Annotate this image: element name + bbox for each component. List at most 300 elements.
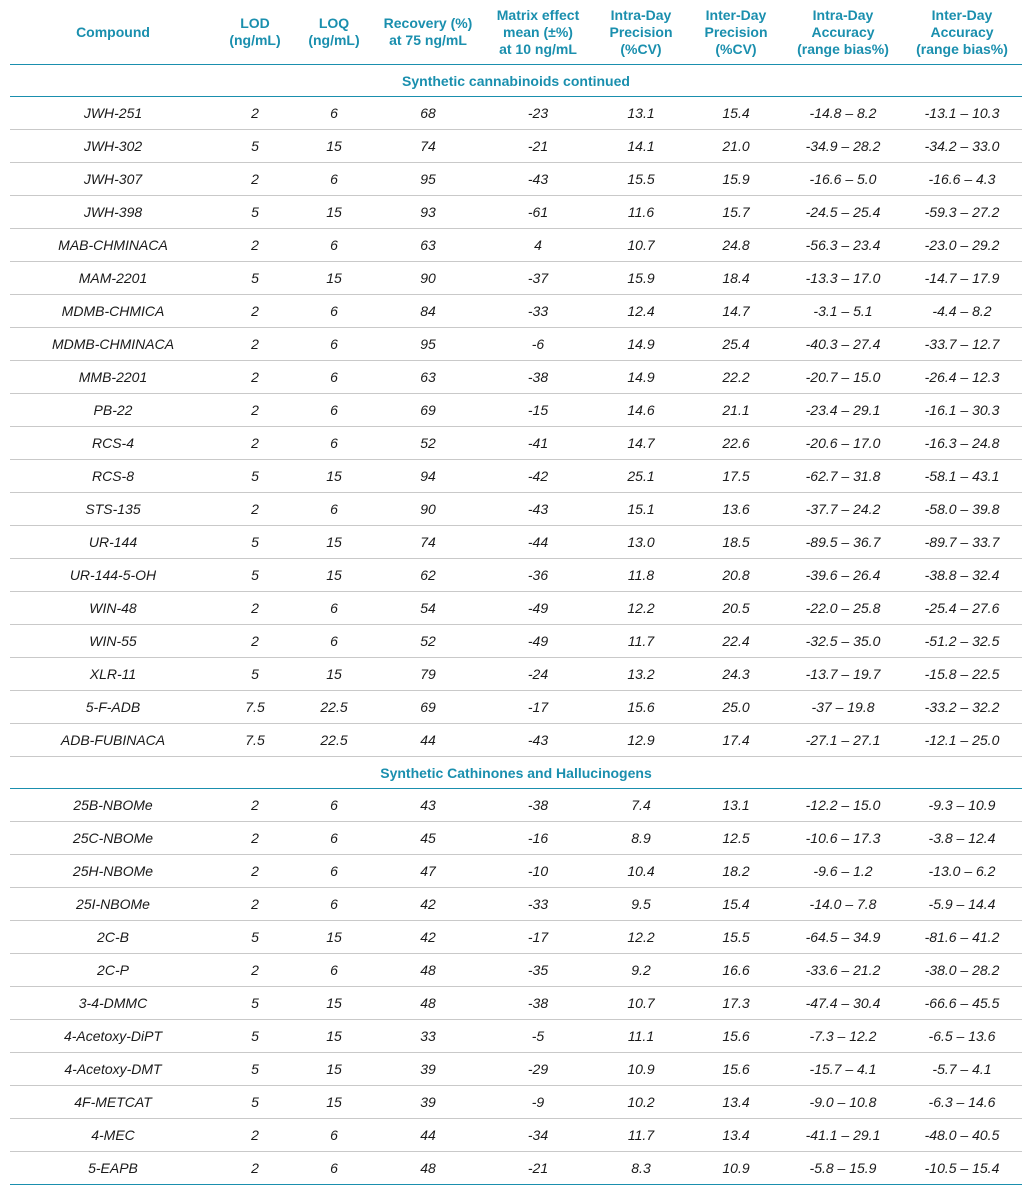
table-row bbox=[10, 460, 1022, 493]
col-matrix-effect-cell: -24 bbox=[482, 658, 594, 691]
col-matrix-effect-cell: -6 bbox=[482, 328, 594, 361]
col-intra-day-accuracy-cell: -5.8 – 15.9 bbox=[784, 1152, 902, 1185]
col-matrix-effect-cell: -21 bbox=[482, 130, 594, 163]
col-intra-day-precision-cell: 10.7 bbox=[594, 987, 688, 1020]
col-inter-day-precision-cell: 15.4 bbox=[688, 888, 784, 921]
table-row bbox=[10, 163, 1022, 196]
col-inter-day-precision-cell: 18.2 bbox=[688, 855, 784, 888]
col-matrix-effect-cell: -17 bbox=[482, 691, 594, 724]
col-matrix-effect-cell: -33 bbox=[482, 295, 594, 328]
col-intra-day-precision-cell: 12.2 bbox=[594, 921, 688, 954]
col-matrix-effect-cell: -41 bbox=[482, 427, 594, 460]
col-intra-day-precision-cell: 12.4 bbox=[594, 295, 688, 328]
col-loq-cell: 6 bbox=[294, 954, 374, 987]
col-inter-day-precision-cell: 15.5 bbox=[688, 921, 784, 954]
col-lod-cell: 2 bbox=[216, 229, 294, 262]
col-matrix-effect-cell: -38 bbox=[482, 361, 594, 394]
col-intra-day-accuracy-cell: -22.0 – 25.8 bbox=[784, 592, 902, 625]
col-intra-day-accuracy-cell: -15.7 – 4.1 bbox=[784, 1053, 902, 1086]
col-compound-cell: JWH-302 bbox=[10, 130, 216, 163]
col-inter-day-accuracy-cell: -16.6 – 4.3 bbox=[902, 163, 1022, 196]
col-intra-day-precision-cell: 11.1 bbox=[594, 1020, 688, 1053]
col-inter-day-accuracy-cell: -12.1 – 25.0 bbox=[902, 724, 1022, 757]
col-inter-day-accuracy-cell: -38.8 – 32.4 bbox=[902, 559, 1022, 592]
col-lod-cell: 5 bbox=[216, 526, 294, 559]
col-inter-day-accuracy-cell: -51.2 – 32.5 bbox=[902, 625, 1022, 658]
col-recovery-cell: 84 bbox=[374, 295, 482, 328]
col-inter-day-precision-cell: 22.4 bbox=[688, 625, 784, 658]
table-row bbox=[10, 921, 1022, 954]
col-loq-cell: 15 bbox=[294, 559, 374, 592]
col-lod-cell: 2 bbox=[216, 394, 294, 427]
col-intra-day-accuracy-cell: -41.1 – 29.1 bbox=[784, 1119, 902, 1152]
col-compound-cell: RCS-4 bbox=[10, 427, 216, 460]
col-inter-day-accuracy-cell: -38.0 – 28.2 bbox=[902, 954, 1022, 987]
col-lod-cell: 2 bbox=[216, 954, 294, 987]
col-inter-day-accuracy-cell: -5.7 – 4.1 bbox=[902, 1053, 1022, 1086]
col-inter-day-precision-cell: 15.4 bbox=[688, 97, 784, 130]
col-matrix-effect-cell: -15 bbox=[482, 394, 594, 427]
col-intra-day-precision-cell: 9.2 bbox=[594, 954, 688, 987]
col-lod-cell: 7.5 bbox=[216, 724, 294, 757]
col-inter-day-accuracy-cell: -16.3 – 24.8 bbox=[902, 427, 1022, 460]
col-recovery-cell: 44 bbox=[374, 724, 482, 757]
col-intra-day-accuracy-cell: -13.7 – 19.7 bbox=[784, 658, 902, 691]
col-compound-cell: WIN-48 bbox=[10, 592, 216, 625]
col-recovery-cell: 47 bbox=[374, 855, 482, 888]
col-matrix-effect-cell: -43 bbox=[482, 163, 594, 196]
col-intra-day-precision-cell: 15.5 bbox=[594, 163, 688, 196]
col-lod-cell: 5 bbox=[216, 196, 294, 229]
col-inter-day-accuracy-cell: -15.8 – 22.5 bbox=[902, 658, 1022, 691]
col-intra-day-accuracy-cell: -20.7 – 15.0 bbox=[784, 361, 902, 394]
col-lod-cell: 2 bbox=[216, 493, 294, 526]
col-matrix-effect-cell: -38 bbox=[482, 789, 594, 822]
col-matrix-effect-cell: -49 bbox=[482, 625, 594, 658]
col-lod-cell: 5 bbox=[216, 130, 294, 163]
col-recovery-cell: 33 bbox=[374, 1020, 482, 1053]
col-compound-cell: 2C-B bbox=[10, 921, 216, 954]
col-inter-day-accuracy-cell: -13.0 – 6.2 bbox=[902, 855, 1022, 888]
col-recovery-cell: 69 bbox=[374, 394, 482, 427]
table-row bbox=[10, 822, 1022, 855]
col-matrix-effect-cell: -43 bbox=[482, 724, 594, 757]
table-row bbox=[10, 559, 1022, 592]
col-lod-cell: 2 bbox=[216, 328, 294, 361]
col-intra-day-precision-cell: 14.6 bbox=[594, 394, 688, 427]
col-intra-day-accuracy-cell: -12.2 – 15.0 bbox=[784, 789, 902, 822]
col-compound-cell: 2C-P bbox=[10, 954, 216, 987]
col-intra-day-accuracy-cell: -13.3 – 17.0 bbox=[784, 262, 902, 295]
col-inter-day-accuracy-cell: -34.2 – 33.0 bbox=[902, 130, 1022, 163]
col-recovery-header bbox=[374, 0, 482, 65]
col-compound-cell: JWH-307 bbox=[10, 163, 216, 196]
col-intra-day-accuracy-cell: -37 – 19.8 bbox=[784, 691, 902, 724]
table-row bbox=[10, 196, 1022, 229]
col-intra-day-accuracy-cell: -33.6 – 21.2 bbox=[784, 954, 902, 987]
col-inter-day-accuracy-header bbox=[902, 0, 1022, 65]
col-intra-day-accuracy-cell: -32.5 – 35.0 bbox=[784, 625, 902, 658]
col-compound-cell: UR-144 bbox=[10, 526, 216, 559]
table-row bbox=[10, 658, 1022, 691]
col-intra-day-accuracy-cell: -64.5 – 34.9 bbox=[784, 921, 902, 954]
section-title: Synthetic Cathinones and Hallucinogens bbox=[10, 757, 1022, 789]
col-recovery-cell: 90 bbox=[374, 493, 482, 526]
col-inter-day-accuracy-cell: -25.4 – 27.6 bbox=[902, 592, 1022, 625]
table-row bbox=[10, 526, 1022, 559]
col-intra-day-precision-cell: 13.1 bbox=[594, 97, 688, 130]
col-lod-cell: 5 bbox=[216, 559, 294, 592]
col-inter-day-precision-cell: 13.4 bbox=[688, 1119, 784, 1152]
col-inter-day-accuracy-cell: -16.1 – 30.3 bbox=[902, 394, 1022, 427]
col-intra-day-accuracy-header bbox=[784, 0, 902, 65]
col-inter-day-precision-cell: 22.6 bbox=[688, 427, 784, 460]
col-intra-day-precision-cell: 9.5 bbox=[594, 888, 688, 921]
table-row bbox=[10, 262, 1022, 295]
col-inter-day-precision-cell: 24.3 bbox=[688, 658, 784, 691]
col-intra-day-accuracy-cell: -40.3 – 27.4 bbox=[784, 328, 902, 361]
col-compound-cell: STS-135 bbox=[10, 493, 216, 526]
col-inter-day-accuracy-cell: -58.1 – 43.1 bbox=[902, 460, 1022, 493]
col-recovery-cell: 74 bbox=[374, 526, 482, 559]
col-intra-day-accuracy-cell: -10.6 – 17.3 bbox=[784, 822, 902, 855]
table-row bbox=[10, 625, 1022, 658]
table-row bbox=[10, 427, 1022, 460]
col-compound-cell: XLR-11 bbox=[10, 658, 216, 691]
col-loq-cell: 6 bbox=[294, 97, 374, 130]
table-header bbox=[10, 0, 1022, 65]
col-loq-cell: 15 bbox=[294, 262, 374, 295]
col-recovery-cell: 63 bbox=[374, 361, 482, 394]
column-header-label: Intra-Day Precision (%CV) bbox=[609, 6, 673, 57]
col-intra-day-precision-cell: 12.9 bbox=[594, 724, 688, 757]
col-recovery-cell: 52 bbox=[374, 625, 482, 658]
col-intra-day-accuracy-cell: -9.6 – 1.2 bbox=[784, 855, 902, 888]
col-loq-cell: 15 bbox=[294, 1053, 374, 1086]
col-lod-cell: 5 bbox=[216, 921, 294, 954]
col-loq-cell: 15 bbox=[294, 460, 374, 493]
col-loq-cell: 6 bbox=[294, 625, 374, 658]
col-loq-cell: 15 bbox=[294, 1086, 374, 1119]
col-compound-cell: UR-144-5-OH bbox=[10, 559, 216, 592]
column-header-label: LOQ (ng/mL) bbox=[308, 15, 360, 48]
col-recovery-cell: 94 bbox=[374, 460, 482, 493]
col-loq-cell: 6 bbox=[294, 822, 374, 855]
col-loq-header bbox=[294, 0, 374, 65]
col-loq-cell: 15 bbox=[294, 921, 374, 954]
col-lod-cell: 2 bbox=[216, 427, 294, 460]
col-inter-day-precision-cell: 13.4 bbox=[688, 1086, 784, 1119]
col-compound-cell: 4-Acetoxy-DMT bbox=[10, 1053, 216, 1086]
col-loq-cell: 6 bbox=[294, 1119, 374, 1152]
col-inter-day-accuracy-cell: -23.0 – 29.2 bbox=[902, 229, 1022, 262]
col-compound-cell: JWH-398 bbox=[10, 196, 216, 229]
col-intra-day-precision-cell: 10.2 bbox=[594, 1086, 688, 1119]
table-row bbox=[10, 789, 1022, 822]
col-loq-cell: 6 bbox=[294, 855, 374, 888]
col-lod-cell: 2 bbox=[216, 822, 294, 855]
col-lod-cell: 2 bbox=[216, 855, 294, 888]
table-row bbox=[10, 1086, 1022, 1119]
col-inter-day-precision-cell: 21.1 bbox=[688, 394, 784, 427]
col-recovery-cell: 93 bbox=[374, 196, 482, 229]
section-title: Synthetic cannabinoids continued bbox=[10, 65, 1022, 97]
col-inter-day-precision-cell: 17.3 bbox=[688, 987, 784, 1020]
col-lod-cell: 2 bbox=[216, 163, 294, 196]
col-intra-day-accuracy-cell: -7.3 – 12.2 bbox=[784, 1020, 902, 1053]
col-recovery-cell: 42 bbox=[374, 888, 482, 921]
col-inter-day-accuracy-cell: -33.7 – 12.7 bbox=[902, 328, 1022, 361]
col-intra-day-precision-cell: 15.9 bbox=[594, 262, 688, 295]
col-inter-day-precision-cell: 14.7 bbox=[688, 295, 784, 328]
col-inter-day-accuracy-cell: -13.1 – 10.3 bbox=[902, 97, 1022, 130]
col-compound-cell: WIN-55 bbox=[10, 625, 216, 658]
col-compound-cell: 4-Acetoxy-DiPT bbox=[10, 1020, 216, 1053]
col-loq-cell: 6 bbox=[294, 888, 374, 921]
col-recovery-cell: 45 bbox=[374, 822, 482, 855]
col-intra-day-precision-cell: 10.4 bbox=[594, 855, 688, 888]
section-header-row bbox=[10, 65, 1022, 97]
table-row bbox=[10, 295, 1022, 328]
col-loq-cell: 6 bbox=[294, 295, 374, 328]
col-lod-cell: 7.5 bbox=[216, 691, 294, 724]
table-row bbox=[10, 691, 1022, 724]
col-inter-day-precision-cell: 25.0 bbox=[688, 691, 784, 724]
col-inter-day-precision-cell: 12.5 bbox=[688, 822, 784, 855]
table-row bbox=[10, 1119, 1022, 1152]
col-intra-day-accuracy-cell: -37.7 – 24.2 bbox=[784, 493, 902, 526]
col-recovery-cell: 62 bbox=[374, 559, 482, 592]
col-intra-day-accuracy-cell: -3.1 – 5.1 bbox=[784, 295, 902, 328]
col-intra-day-precision-cell: 13.0 bbox=[594, 526, 688, 559]
col-inter-day-precision-cell: 17.5 bbox=[688, 460, 784, 493]
col-intra-day-accuracy-cell: -20.6 – 17.0 bbox=[784, 427, 902, 460]
col-intra-day-accuracy-cell: -27.1 – 27.1 bbox=[784, 724, 902, 757]
col-loq-cell: 6 bbox=[294, 394, 374, 427]
col-recovery-cell: 95 bbox=[374, 163, 482, 196]
col-intra-day-precision-cell: 11.7 bbox=[594, 1119, 688, 1152]
col-matrix-effect-cell: -33 bbox=[482, 888, 594, 921]
col-compound-header bbox=[10, 0, 216, 65]
col-compound-cell: 3-4-DMMC bbox=[10, 987, 216, 1020]
col-recovery-cell: 39 bbox=[374, 1053, 482, 1086]
col-lod-cell: 2 bbox=[216, 789, 294, 822]
col-recovery-cell: 95 bbox=[374, 328, 482, 361]
col-compound-cell: MAM-2201 bbox=[10, 262, 216, 295]
col-lod-cell: 2 bbox=[216, 888, 294, 921]
col-recovery-cell: 54 bbox=[374, 592, 482, 625]
col-lod-cell: 2 bbox=[216, 1119, 294, 1152]
col-compound-cell: PB-22 bbox=[10, 394, 216, 427]
column-header-label: Compound bbox=[76, 23, 150, 40]
col-compound-cell: MDMB-CHMINACA bbox=[10, 328, 216, 361]
header-row bbox=[10, 0, 1022, 65]
col-lod-cell: 2 bbox=[216, 97, 294, 130]
col-compound-cell: 4-MEC bbox=[10, 1119, 216, 1152]
col-intra-day-accuracy-cell: -9.0 – 10.8 bbox=[784, 1086, 902, 1119]
col-matrix-effect-header bbox=[482, 0, 594, 65]
col-matrix-effect-cell: -36 bbox=[482, 559, 594, 592]
col-matrix-effect-cell: -42 bbox=[482, 460, 594, 493]
col-lod-cell: 5 bbox=[216, 1086, 294, 1119]
column-header-label: LOD (ng/mL) bbox=[229, 15, 281, 48]
table-row bbox=[10, 855, 1022, 888]
col-matrix-effect-cell: 4 bbox=[482, 229, 594, 262]
col-lod-cell: 5 bbox=[216, 460, 294, 493]
table-row bbox=[10, 888, 1022, 921]
col-recovery-cell: 52 bbox=[374, 427, 482, 460]
table-body bbox=[10, 65, 1022, 1185]
col-inter-day-precision-cell: 15.6 bbox=[688, 1020, 784, 1053]
col-loq-cell: 22.5 bbox=[294, 691, 374, 724]
col-matrix-effect-cell: -21 bbox=[482, 1152, 594, 1185]
validation-table bbox=[10, 0, 1022, 1185]
col-lod-cell: 2 bbox=[216, 625, 294, 658]
col-recovery-cell: 74 bbox=[374, 130, 482, 163]
col-lod-cell: 2 bbox=[216, 361, 294, 394]
col-intra-day-precision-cell: 14.1 bbox=[594, 130, 688, 163]
column-header-label: Recovery (%) at 75 ng/mL bbox=[383, 15, 473, 48]
col-inter-day-precision-cell: 15.7 bbox=[688, 196, 784, 229]
col-inter-day-precision-cell: 13.6 bbox=[688, 493, 784, 526]
table-row bbox=[10, 97, 1022, 130]
column-header-label: Matrix effect mean (±%) at 10 ng/mL bbox=[496, 6, 580, 57]
col-matrix-effect-cell: -44 bbox=[482, 526, 594, 559]
col-recovery-cell: 90 bbox=[374, 262, 482, 295]
col-lod-cell: 5 bbox=[216, 987, 294, 1020]
table-row bbox=[10, 1020, 1022, 1053]
col-inter-day-precision-cell: 15.6 bbox=[688, 1053, 784, 1086]
col-compound-cell: 5-F-ADB bbox=[10, 691, 216, 724]
col-loq-cell: 15 bbox=[294, 526, 374, 559]
col-loq-cell: 15 bbox=[294, 1020, 374, 1053]
col-inter-day-accuracy-cell: -89.7 – 33.7 bbox=[902, 526, 1022, 559]
col-lod-cell: 5 bbox=[216, 1020, 294, 1053]
col-matrix-effect-cell: -17 bbox=[482, 921, 594, 954]
table-row bbox=[10, 592, 1022, 625]
col-matrix-effect-cell: -5 bbox=[482, 1020, 594, 1053]
col-recovery-cell: 43 bbox=[374, 789, 482, 822]
col-inter-day-precision-cell: 10.9 bbox=[688, 1152, 784, 1185]
col-loq-cell: 15 bbox=[294, 196, 374, 229]
col-recovery-cell: 79 bbox=[374, 658, 482, 691]
col-loq-cell: 22.5 bbox=[294, 724, 374, 757]
col-inter-day-accuracy-cell: -26.4 – 12.3 bbox=[902, 361, 1022, 394]
col-intra-day-precision-cell: 12.2 bbox=[594, 592, 688, 625]
table-row bbox=[10, 328, 1022, 361]
col-inter-day-precision-cell: 21.0 bbox=[688, 130, 784, 163]
col-inter-day-precision-cell: 18.5 bbox=[688, 526, 784, 559]
col-matrix-effect-cell: -35 bbox=[482, 954, 594, 987]
col-matrix-effect-cell: -61 bbox=[482, 196, 594, 229]
col-recovery-cell: 44 bbox=[374, 1119, 482, 1152]
col-loq-cell: 6 bbox=[294, 493, 374, 526]
col-inter-day-precision-cell: 15.9 bbox=[688, 163, 784, 196]
col-intra-day-accuracy-cell: -34.9 – 28.2 bbox=[784, 130, 902, 163]
col-inter-day-precision-cell: 13.1 bbox=[688, 789, 784, 822]
col-compound-cell: MMB-2201 bbox=[10, 361, 216, 394]
col-loq-cell: 6 bbox=[294, 361, 374, 394]
col-matrix-effect-cell: -38 bbox=[482, 987, 594, 1020]
col-compound-cell: MDMB-CHMICA bbox=[10, 295, 216, 328]
table-row bbox=[10, 394, 1022, 427]
col-inter-day-accuracy-cell: -10.5 – 15.4 bbox=[902, 1152, 1022, 1185]
col-intra-day-precision-cell: 7.4 bbox=[594, 789, 688, 822]
col-intra-day-accuracy-cell: -47.4 – 30.4 bbox=[784, 987, 902, 1020]
col-loq-cell: 15 bbox=[294, 130, 374, 163]
col-recovery-cell: 63 bbox=[374, 229, 482, 262]
col-recovery-cell: 48 bbox=[374, 954, 482, 987]
table-row bbox=[10, 130, 1022, 163]
col-compound-cell: 25H-NBOMe bbox=[10, 855, 216, 888]
col-compound-cell: 5-EAPB bbox=[10, 1152, 216, 1185]
col-inter-day-accuracy-cell: -3.8 – 12.4 bbox=[902, 822, 1022, 855]
col-inter-day-accuracy-cell: -9.3 – 10.9 bbox=[902, 789, 1022, 822]
col-loq-cell: 6 bbox=[294, 1152, 374, 1185]
col-lod-cell: 5 bbox=[216, 1053, 294, 1086]
col-inter-day-precision-cell: 17.4 bbox=[688, 724, 784, 757]
col-intra-day-accuracy-cell: -16.6 – 5.0 bbox=[784, 163, 902, 196]
col-lod-cell: 5 bbox=[216, 262, 294, 295]
col-compound-cell: MAB-CHMINACA bbox=[10, 229, 216, 262]
col-inter-day-precision-cell: 18.4 bbox=[688, 262, 784, 295]
col-recovery-cell: 48 bbox=[374, 1152, 482, 1185]
col-inter-day-accuracy-cell: -59.3 – 27.2 bbox=[902, 196, 1022, 229]
col-matrix-effect-cell: -10 bbox=[482, 855, 594, 888]
col-loq-cell: 6 bbox=[294, 427, 374, 460]
col-inter-day-precision-cell: 24.8 bbox=[688, 229, 784, 262]
col-compound-cell: ADB-FUBINACA bbox=[10, 724, 216, 757]
col-inter-day-accuracy-cell: -4.4 – 8.2 bbox=[902, 295, 1022, 328]
col-matrix-effect-cell: -34 bbox=[482, 1119, 594, 1152]
col-intra-day-accuracy-cell: -56.3 – 23.4 bbox=[784, 229, 902, 262]
col-intra-day-accuracy-cell: -14.0 – 7.8 bbox=[784, 888, 902, 921]
col-inter-day-accuracy-cell: -66.6 – 45.5 bbox=[902, 987, 1022, 1020]
col-intra-day-precision-cell: 14.9 bbox=[594, 361, 688, 394]
col-intra-day-precision-cell: 8.9 bbox=[594, 822, 688, 855]
col-inter-day-precision-cell: 25.4 bbox=[688, 328, 784, 361]
col-lod-cell: 2 bbox=[216, 592, 294, 625]
col-intra-day-precision-cell: 10.9 bbox=[594, 1053, 688, 1086]
col-inter-day-accuracy-cell: -81.6 – 41.2 bbox=[902, 921, 1022, 954]
col-loq-cell: 6 bbox=[294, 592, 374, 625]
col-intra-day-precision-cell: 10.7 bbox=[594, 229, 688, 262]
col-intra-day-precision-header bbox=[594, 0, 688, 65]
col-inter-day-accuracy-cell: -6.5 – 13.6 bbox=[902, 1020, 1022, 1053]
col-loq-cell: 6 bbox=[294, 328, 374, 361]
col-inter-day-precision-cell: 20.8 bbox=[688, 559, 784, 592]
col-intra-day-precision-cell: 11.8 bbox=[594, 559, 688, 592]
col-loq-cell: 15 bbox=[294, 658, 374, 691]
col-loq-cell: 6 bbox=[294, 789, 374, 822]
col-intra-day-accuracy-cell: -24.5 – 25.4 bbox=[784, 196, 902, 229]
col-intra-day-accuracy-cell: -14.8 – 8.2 bbox=[784, 97, 902, 130]
col-matrix-effect-cell: -49 bbox=[482, 592, 594, 625]
table-row bbox=[10, 229, 1022, 262]
col-inter-day-accuracy-cell: -14.7 – 17.9 bbox=[902, 262, 1022, 295]
col-matrix-effect-cell: -29 bbox=[482, 1053, 594, 1086]
col-lod-cell: 2 bbox=[216, 295, 294, 328]
col-intra-day-precision-cell: 14.7 bbox=[594, 427, 688, 460]
col-recovery-cell: 48 bbox=[374, 987, 482, 1020]
col-compound-cell: 25B-NBOMe bbox=[10, 789, 216, 822]
col-compound-cell: 25I-NBOMe bbox=[10, 888, 216, 921]
col-compound-cell: 25C-NBOMe bbox=[10, 822, 216, 855]
col-intra-day-precision-cell: 15.1 bbox=[594, 493, 688, 526]
col-lod-header bbox=[216, 0, 294, 65]
col-matrix-effect-cell: -23 bbox=[482, 97, 594, 130]
col-lod-cell: 5 bbox=[216, 658, 294, 691]
